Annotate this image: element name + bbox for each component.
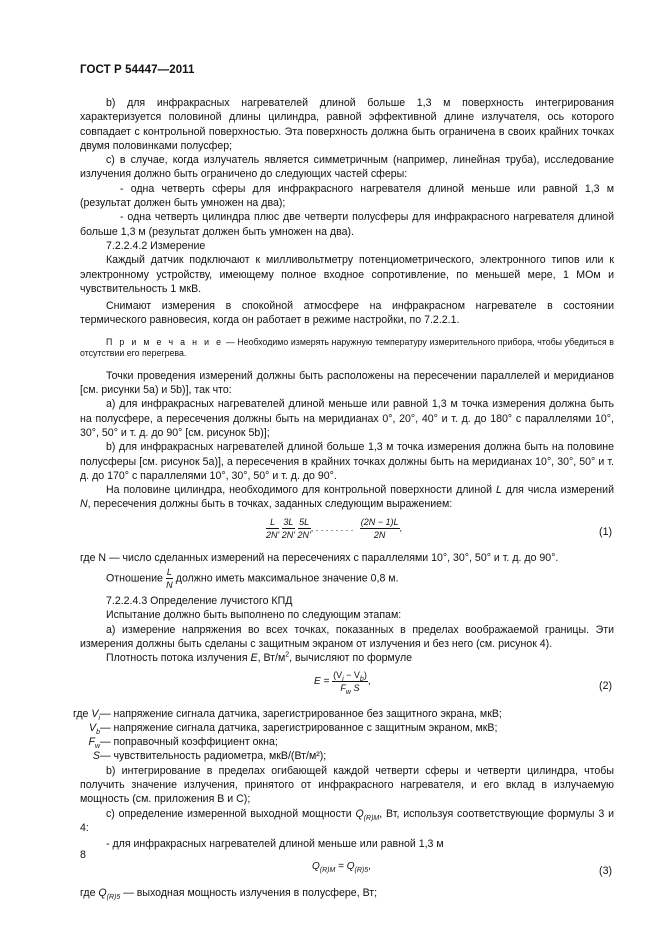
definition-row: $F_w$ — поправочный коэффициент окна; — [88, 736, 278, 751]
paragraph-where-N: где N — число сделанных измерений на пересечениях с параллелями 10°, 30°, 50° и т. д. до 90°. — [80, 551, 559, 564]
definition-row: где $V_i$ — напряжение сигнала датчика, зарегистрированное без защитного экрана, мкВ; — [72, 707, 502, 722]
dash-item-quarter-sphere: - одна четверть сферы для инфракрасного нагревателя длиной меньше или равной 1,3 м (результат должен быть умножен на два); — [80, 182, 614, 210]
note-text: — Необходимо измерять наружную температуру измерительного прибора, чтобы убедиться в отсутствии его перегрева. — [80, 336, 614, 359]
dash-item-length-le-1-3: - для инфракрасных нагревателей длиной меньше или равной 1,3 м — [106, 838, 444, 851]
formula-1-number: (1) — [599, 525, 612, 538]
paragraph-sensor-connection: Каждый датчик подключают к милливольтметру потенциометрического, электронного типов или к электронному устройству, имеющему полное входное сопротивление, по меньшей мере, 1 МОм и чувствительность 1 мкВ. — [80, 254, 614, 295]
page-body — [72, 96, 614, 902]
formula-3-number: (3) — [599, 865, 612, 878]
note-label: П р и м е ч а н и е — [106, 336, 224, 347]
paragraph-where-Q: где $Q_{(R)5}$ — выходная мощность излучения в полусфере, Вт; — [80, 887, 378, 902]
symbol-definitions — [74, 707, 614, 764]
paragraph-points-a: a) для инфракрасных нагревателей длиной меньше или равной 1,3 м точка измерения должна быть на полусфере, а пересечения должны быть на меридианах 0°, 20°, 40° и т. д. до 180° с параллелями 10°, 30°, 50° и т. д. до 90° [см. рисунок 5b)]; — [80, 398, 614, 439]
paragraph-stage-b: b) интегрирование в пределах огибающей каждой четверти сферы и четверти цилиндра, чтобы получить значение излучения, принятого от инфракрасного нагревателя, и его вклад в излучаемую мощность (см. приложения B и C); — [80, 764, 614, 806]
page-number: 8 — [80, 849, 86, 861]
paragraph-c-symmetric-emitter: c) в случае, когда излучатель является симметричным (например, линейная труба), исследование излучения должно быть ограничено до следующих частей сферы: — [80, 154, 614, 181]
paragraph-ratio: Отношение $\frac{L}{N}$ должно иметь максимальное значение 0,8 м. — [106, 567, 399, 591]
paragraph-calm-atmosphere: Снимают измерения в спокойной атмосфере на инфракрасном нагревателе в состоянии термического равновесия, когда он работает в режиме настройки, по 7.2.2.1. — [80, 300, 614, 327]
definition-row: S — чувствительность радиометра, мкВ/(Вт/м²); — [92, 750, 327, 763]
document-header: ГОСТ Р 54447—2011 — [80, 64, 195, 76]
paragraph-half-cylinder: На половине цилиндра, необходимого для контрольной поверхности длиной L для числа измерений N, пересечения должны быть в точках, заданных следующим выражением: — [80, 484, 614, 511]
fraction-3: $\frac{5L}{2N'}$ — [297, 516, 311, 540]
fraction-2: $\frac{3L}{2N'}$ — [281, 516, 295, 540]
paragraph-stage-a: a) измерение напряжения во всех точках, показанных в пределах воображаемой границы. Эти измерения должны быть сделаны с защитным экраном от излучения и без него (см. рисунок 4). — [80, 623, 614, 650]
paragraph-b-integration-surface: b) для инфракрасных нагревателей длиной больше 1,3 м поверхность интегрирования характеризуется половиной длины цилиндра, равной эффективной длине излучателя, ось которого совпадает с контрольной поверхностью. Эта поверхность должна быть ограничена в своих крайних точках двумя половинками полусфер; — [80, 97, 614, 152]
formula-2: E = $\frac{(V_i - V_b)}{F_w S}$ , (2) — [314, 669, 612, 696]
paragraph-measurement-points: Точки проведения измерений должны быть расположены на пересечении параллелей и меридианов [см. рисунки 5a) и 5b)], так что: — [80, 369, 614, 397]
paragraph-stage-c: c) определение измеренной выходной мощности $Q_{(R)M}$, Вт, используя соответствующие формулы 3 и 4: — [80, 807, 614, 834]
section-heading-7-2-2-4-3: 7.2.2.4.3 Определение лучистого КПД — [106, 595, 293, 608]
formula-3: $Q_{(R)M} = Q_{(R)5}$, (3) — [312, 861, 612, 878]
fraction-4: $\frac{(2N - 1)L}{2N}$ — [360, 516, 399, 540]
formula-2-number: (2) — [599, 679, 612, 692]
paragraph-stages: Испытание должно быть выполнено по следующим этапам: — [106, 609, 402, 622]
definition-row: $V_b$ — напряжение сигнала датчика, зарегистрированное с защитным экраном, мкВ; — [89, 721, 498, 736]
section-heading-7-2-2-4-2: 7.2.2.4.2 Измерение — [106, 239, 206, 252]
dash-item-quarter-cylinder: - одна четверть цилиндра плюс две четверти полусферы для инфракрасного нагревателя длиной больше 1,3 м (результат должен быть умножен на два). — [80, 211, 614, 238]
note — [80, 337, 614, 360]
fraction-1: $\frac{L}{2N'}$ — [266, 516, 280, 540]
formula-1: $\frac{L}{2N'}$ $\frac{3L}{2N'}$ $\frac{5L}{2N'}$ , . . . . . . . . $\frac{(2N - 1)L}{2N}$ , (1) — [266, 516, 612, 540]
paragraph-flux-density: Плотность потока излучения E, $Вт/м^2$, вычисляют по формуле — [106, 651, 413, 665]
paragraph-points-b: b) для инфракрасных нагревателей длиной больше 1,3 м точка измерения должна быть на половине полусферы [см. рисунок 5a)], а пересечения в крайних точках должны быть на меридианах 10°, 30°, 50° и т. д. до 170° с параллелями 10°, 30°, 50° и т. д. до 90°. — [80, 441, 614, 482]
